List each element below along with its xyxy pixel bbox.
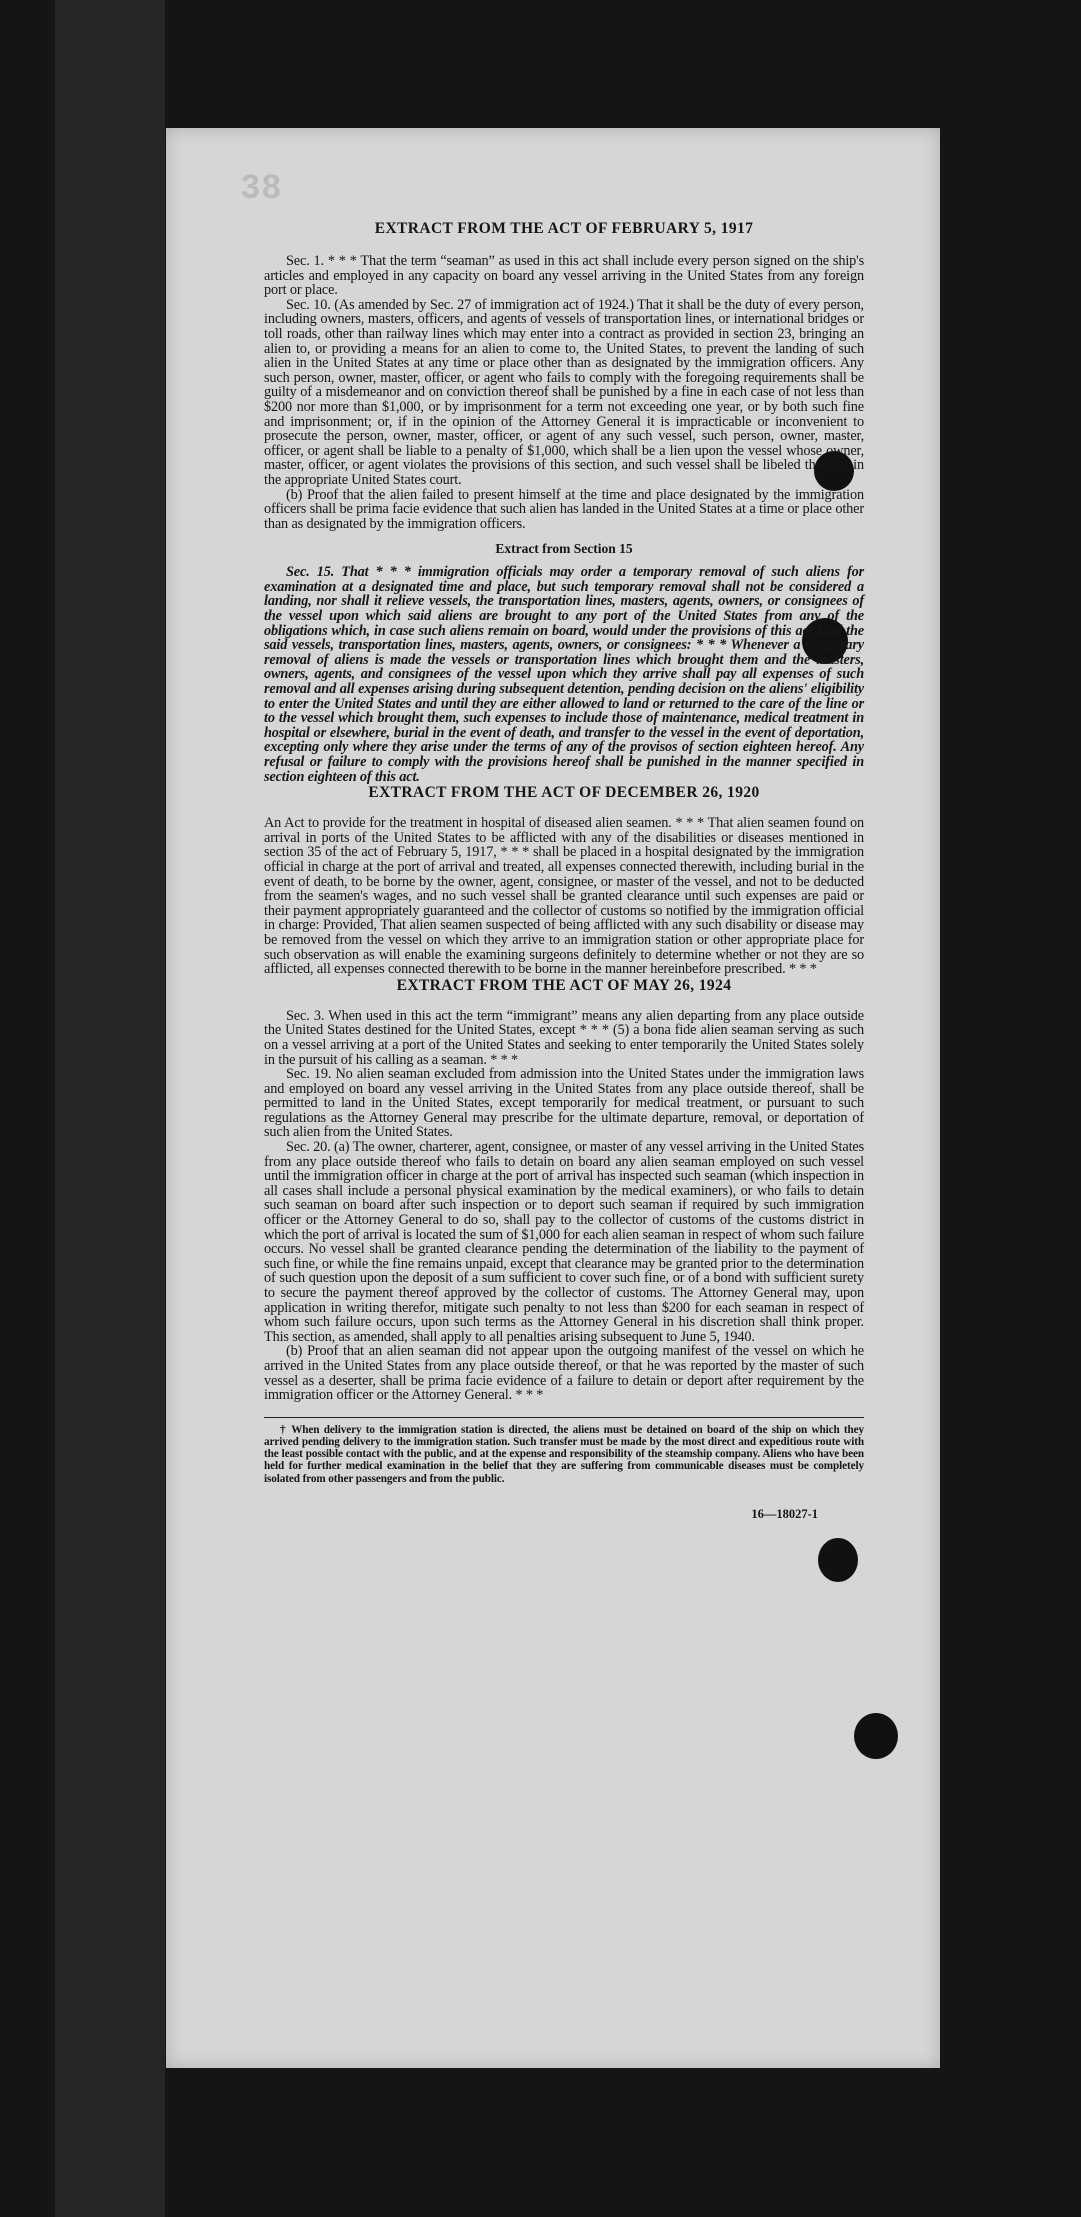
document-body bbox=[264, 220, 864, 1522]
section-15-text: Sec. 15. That * * * immigration officials may order a temporary removal of such aliens for examination at a designated time and place, but such temporary removal shall not be considered a landing, nor shall it relieve vessels, the transportation lines, masters, agents, owners, or consignees of the vessel upon which said aliens are brought to any port of the United States from any of the obligations which, in case such aliens remain on board, would under the provisions of this act bind the said vessels, transportation lines, masters, agents, owners, or consignees: * * * Whenever a temporary removal of aliens is made the vessels or transportation lines which brought them and the masters, owners, agents, and consignees of the vessel upon which they arrive shall pay all expenses of such removal and all expenses arising during subsequent detention, pending decision on the aliens' eligibility to enter the United States and until they are either allowed to land or returned to the care of the line or to the vessel which brought them, such expenses to include those of maintenance, medical treatment in hospital or elsewhere, burial in the event of death, and transfer to the vessel in the event of deportation, excepting only where they arise under the terms of any of the provisos of section eighteen hereof. Any refusal or failure to comply with the provisions hereof shall be punished in the manner specified in section eighteen of this act. bbox=[264, 564, 864, 785]
punch-hole bbox=[818, 1538, 858, 1582]
document-page bbox=[166, 128, 940, 2068]
section-3-text: Sec. 3. When used in this act the term “immigrant” means any alien departing from any place outside the United States destined for the United States, except * * * (5) a bona fide alien seaman serving as such on a vessel arriving at a port of the United States and seeking to enter temporarily the United States solely in the pursuit of his calling as a seaman. * * * bbox=[264, 1007, 864, 1068]
heading-act-1924: EXTRACT FROM THE ACT OF MAY 26, 1924 bbox=[396, 976, 732, 994]
footnote-text: † When delivery to the immigration station is directed, the aliens must be detained on board of the ship on which they arrived pending delivery to the immigration station. Such transfer must be made by the most direct and expeditious route with the least possible contact with the public, and at the expense and responsibility of the steamship company. Aliens who have been held for further medical examination in the belief that they are suffering from communicable diseases must be completely isolated from other passengers and from the public. bbox=[264, 1423, 864, 1485]
section-20b-text: (b) Proof that an alien seaman did not appear upon the outgoing manifest of the vessel on which he arrived in the United States from any place outside thereof, or that he was reported by the master of such vessel as a deserter, shall be prima facie evidence of a failure to detain or deport after requirement by the immigration officer or the Attorney General. * * * bbox=[264, 1343, 864, 1404]
section-20a-text: Sec. 20. (a) The owner, charterer, agent, consignee, or master of any vessel arriving in the United States from any place outside thereof who fails to detain on board any alien seaman employed on such vessel until the immigration officer in charge at the port of arrival has inspected such seaman (which inspection in all cases shall include a personal physical examination by the medical examiners), or who fails to detain such seaman on board after such inspection or to deport such seaman if required by such immigration officer or the Attorney General to do so, shall pay to the collector of customs of the customs district in which the port of arrival is located the sum of $1,000 for each alien seaman in respect of whom such failure occurs. No vessel shall be granted clearance pending the determination of the liability to the payment of such fine, or while the fine remains unpaid, except that clearance may be granted prior to the determination of such question upon the deposit of a sum sufficient to cover such fine, or of a bond with sufficient surety to secure the payment thereof approved by the collector of customs. The Attorney General may, upon application in writing therefor, mitigate such penalty to not less than $200 for each seaman in respect of whom such failure occurs, upon such terms as the Attorney General in his discretion shall think proper. This section, as amended, shall apply to all penalties arising subsequent to June 5, 1940. bbox=[264, 1139, 864, 1345]
footnote-divider bbox=[264, 1417, 864, 1418]
section-10b-text: (b) Proof that the alien failed to present himself at the time and place designated by the immigration officers shall be prima facie evidence that such alien has landed in the United States at a time or place other than as designated by the immigration officers. bbox=[264, 486, 864, 532]
form-number: 16—18027-1 bbox=[751, 1506, 818, 1521]
heading-act-1917: EXTRACT FROM THE ACT OF FEBRUARY 5, 1917 bbox=[374, 220, 754, 237]
section-19-text: Sec. 19. No alien seaman excluded from admission into the United States under the immigration laws and employed on board any vessel arriving in the United States from any place outside thereof, shall be permitted to land in the United States, except temporarily for medical treatment, or pursuant to such regulations as the Attorney General may prescribe for the ultimate departure, removal, or deportation of such alien from the United States. bbox=[264, 1066, 864, 1141]
section-10-text: Sec. 10. (As amended by Sec. 27 of immigration act of 1924.) That it shall be the duty of every person, including owners, masters, officers, and agents of vessels of transportation lines, or international bridges or toll roads, other than railway lines which may enter into a contract as provided in section 23, bringing an alien to, or providing a means for an alien to come to, the United States, to prevent the landing of such alien in the United States at any time or place other than as designated by the immigration officers. Any such person, owner, master, officer, or agent who fails to comply with the foregoing requirements shall be guilty of a misdemeanor and on conviction thereof shall be punished by a fine in each case of not less than $200 nor more than $1,000, or by imprisonment for a term not exceeding one year, or by both such fine and imprisonment; or, if in the opinion of the Attorney General it is impracticable or inconvenient to prosecute the person, owner, master, officer, or agent of any such vessel, such person, owner, master, officer, or agent shall be liable to a penalty of $1,000, which shall be a lien upon the vessel whose owner, master, officer, or agent violates the provisions of this section, and such vessel shall be libeled therefor in the appropriate United States court. bbox=[264, 296, 864, 488]
act-1920-text: An Act to provide for the treatment in hospital of diseased alien seamen. * * * That alien seamen found on arrival in ports of the United States to be afflicted with any of the disabilities or diseases mentioned in section 35 of the act of February 5, 1917, * * * shall be placed in a hospital designated by the immigration official in charge at the port of arrival and treated, all expenses connected therewith, including burial in the event of death, to be borne by the owner, agent, consignee, or master of the vessel, and not to be deducted from the seamen's wages, and no such vessel shall be granted clearance until such expenses are paid or their payment appropriately guaranteed and the collector of customs so notified by the immigration official in charge: Provided, That alien seamen suspected of being afflicted with any such disability or disease may be removed from the vessel on which they arrive to an immigration station or other appropriate place for such observation as will enable the examining surgeons definitely to determine whether or not they are so afflicted, all expenses connected therewith to be borne in the manner hereinbefore prescribed. * * * bbox=[264, 815, 864, 978]
punch-hole bbox=[854, 1713, 898, 1759]
heading-section-15: Extract from Section 15 bbox=[495, 541, 633, 557]
heading-act-1920: EXTRACT FROM THE ACT OF DECEMBER 26, 1920 bbox=[368, 784, 760, 802]
scan-edge-band bbox=[55, 0, 165, 2217]
faint-page-number: 38 bbox=[241, 168, 283, 206]
section-1-text: Sec. 1. * * * That the term “seaman” as used in this act shall include every person signed on the ship's articles and employed in any capacity on board any vessel arriving in the United States from any foreign port or place. bbox=[264, 253, 864, 299]
